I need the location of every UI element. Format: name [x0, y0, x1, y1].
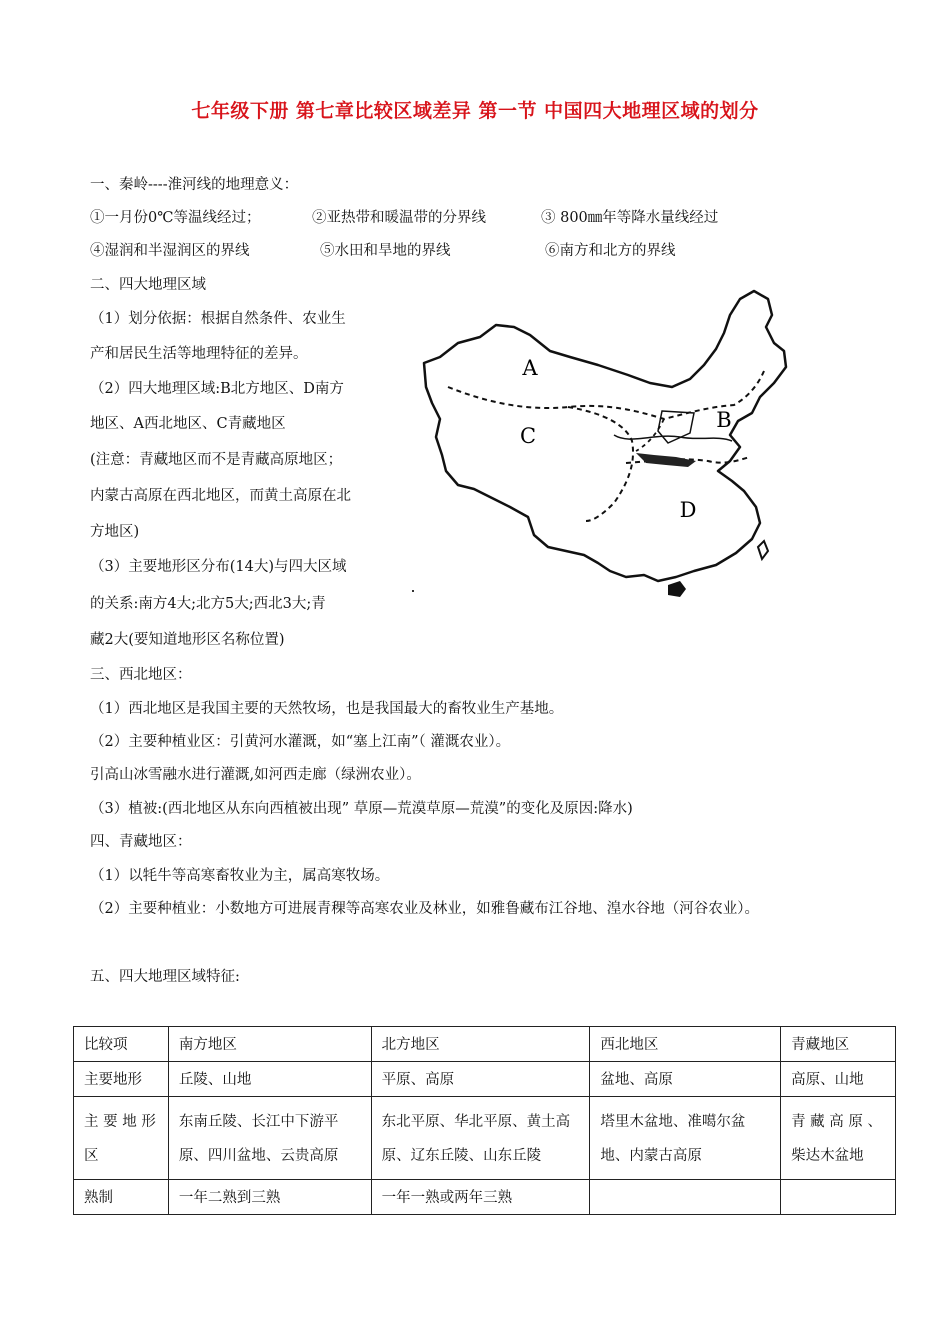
section5-heading: 五、四大地理区域特征: — [90, 969, 240, 985]
sec1-item-1: ①一月份0℃等温线经过； — [90, 210, 261, 226]
table-header-cell: 青藏地区 — [781, 1027, 896, 1062]
sec3-line-3: 引高山冰雪融水进行灌溉,如河西走廊（绿洲农业）。 — [90, 767, 421, 783]
sec4-line-1: （1）以牦牛等高寒畜牧业为主，属高寒牧场。 — [90, 868, 390, 884]
table-cell: 青 藏 高 原 、柴达木盆地 — [781, 1097, 896, 1180]
table-cell: 盆地、高原 — [590, 1062, 781, 1097]
section1-heading: 一、秦岭----淮河线的地理意义： — [90, 177, 299, 193]
table-cell: 平原、高原 — [371, 1062, 590, 1097]
map-label-b: B — [716, 408, 732, 432]
sec3-line-2: （2）主要种植业区：引黄河水灌溉，如“塞上江南”（ 灌溉农业）。 — [90, 734, 511, 750]
table-cell: 主要地形 — [74, 1062, 169, 1097]
sec2-line-9: 的关系:南方4大;北方5大;西北3大;青 — [90, 596, 326, 612]
table-cell: 主 要 地 形 区 — [74, 1097, 169, 1180]
table-header-cell: 南方地区 — [168, 1027, 371, 1062]
table-row — [74, 1062, 896, 1097]
loess-plateau — [636, 453, 696, 467]
table-cell: 一年一熟或两年三熟 — [371, 1180, 590, 1215]
table-cell: 丘陵、山地 — [168, 1062, 371, 1097]
region-comparison-table — [73, 1026, 896, 1215]
table-header-cell: 西北地区 — [590, 1027, 781, 1062]
sec1-item-5: ⑤水田和旱地的界线 — [320, 243, 451, 259]
sec3-line-4: （3）植被:(西北地区从东向西植被出现” 草原—荒漠草原—荒漠”的变化及原因:降水) — [90, 801, 633, 817]
table-row — [74, 1097, 896, 1180]
sec4-line-2: （2）主要种植业：小数地方可进展青稞等高寒农业及林业，如雅鲁藏布江谷地、湟水谷地（河谷农业）。 — [90, 901, 759, 917]
sec1-item-3: ③ 800㎜年等降水量线经过 — [541, 210, 719, 226]
section4-heading: 四、青藏地区： — [90, 834, 192, 850]
table-header-row — [74, 1027, 896, 1062]
sec2-line-1: （1）划分依据：根据自然条件、农业生 — [90, 311, 346, 327]
sec2-line-7: 方地区) — [90, 524, 140, 540]
table-row — [74, 1180, 896, 1215]
table-cell — [781, 1180, 896, 1215]
hainan-island — [668, 581, 686, 597]
table-cell — [590, 1180, 781, 1215]
sec2-line-3: （2）四大地理区域:B北方地区、D南方 — [90, 381, 344, 397]
boundary-qinghai-tibet — [568, 407, 633, 521]
map-label-c: C — [519, 424, 537, 448]
map-label-d: D — [679, 498, 697, 522]
stray-dot — [412, 590, 414, 592]
table-cell: 一年二熟到三熟 — [168, 1180, 371, 1215]
china-outline — [424, 291, 786, 581]
section3-heading: 三、西北地区： — [90, 667, 192, 683]
sec1-item-4: ④湿润和半湿润区的界线 — [90, 243, 250, 259]
page-title: 七年级下册 第七章比较区域差异 第一节 中国四大地理区域的划分 — [191, 100, 759, 122]
map-label-a: A — [522, 356, 538, 380]
table-cell: 东北平原、华北平原、黄土高原、辽东丘陵、山东丘陵 — [371, 1097, 590, 1180]
sec2-line-5: (注意：青藏地区而不是青藏高原地区； — [90, 452, 343, 468]
sec3-line-1: （1）西北地区是我国主要的天然牧场，也是我国最大的畜牧业生产基地。 — [90, 701, 564, 717]
table-cell: 东南丘陵、长江中下游平原、四川盆地、云贵高原 — [168, 1097, 371, 1180]
sec2-line-6: 内蒙古高原在西北地区，而黄土高原在北 — [90, 488, 351, 504]
table-cell: 塔里木盆地、准噶尔盆地、内蒙古高原 — [590, 1097, 781, 1180]
table-cell: 高原、山地 — [781, 1062, 896, 1097]
sec2-line-4: 地区、A西北地区、C青藏地区 — [90, 416, 286, 432]
china-regions-map — [418, 285, 788, 600]
sec1-item-6: ⑥南方和北方的界线 — [545, 243, 676, 259]
sec2-line-2: 产和居民生活等地理特征的差异。 — [90, 346, 308, 362]
table-header-cell: 北方地区 — [371, 1027, 590, 1062]
table-header-cell: 比较项 — [74, 1027, 169, 1062]
table-cell: 熟制 — [74, 1180, 169, 1215]
section2-heading: 二、四大地理区域 — [90, 277, 206, 293]
sec1-item-2: ②亚热带和暖温带的分界线 — [312, 210, 486, 226]
taiwan-island — [758, 541, 768, 559]
sec2-line-10: 藏2大(要知道地形区名称位置) — [90, 632, 285, 648]
sec2-line-8: （3）主要地形区分布(14大)与四大区域 — [90, 559, 347, 575]
